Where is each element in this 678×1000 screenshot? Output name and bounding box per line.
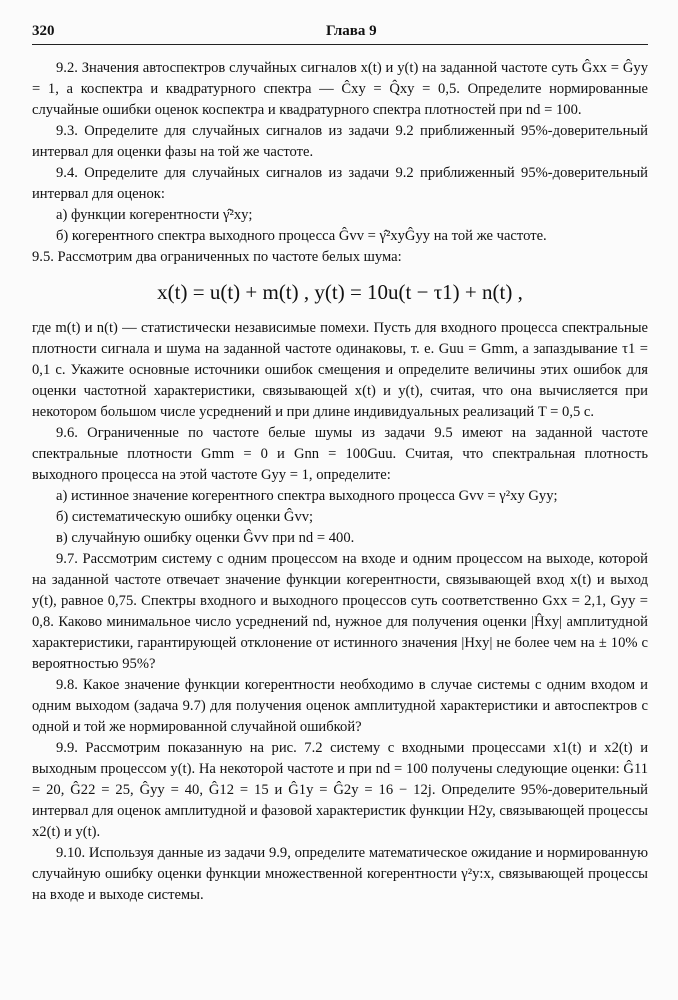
page-body: [32, 58, 648, 906]
paragraph-p9-4b: б) когерентного спектра выходного процесса Ĝvv = γ̂²xyĜyy на той же частоте.: [56, 228, 547, 244]
paragraph-p9-9: 9.9. Рассмотрим показанную на рис. 7.2 систему с входными процессами x1(t) и x2(t) и выходным процессом y(t). На некоторой частоте и при nd = 100 получены следующие оценки: Ĝ11 = 20, Ĝ22 = 25, Ĝyy = 40, Ĝ12 = 15 и Ĝ1y = Ĝ2y = 16 − 12j. Определите 95%-доверительный интервал для оценок амплитудной и фазовой характеристик функции H2y, связывающей процессы x2(t) и y(t).: [32, 740, 648, 840]
paragraph-p9-4a: а) функции когерентности γ̂²xy;: [56, 207, 253, 223]
paragraph-p9-2: 9.2. Значения автоспектров случайных сигналов x(t) и y(t) на заданной частоте суть Ĝxx = Ĝyy = 1, а коспектра и квадратурного спектра — Ĉxy = Q̂xy = 0,5. Определите нормированные случайные ошибки оценок коспектра и квадратурного спектра плотностей при nd = 100.: [32, 60, 648, 118]
paragraph-p9-4: 9.4. Определите для случайных сигналов из задачи 9.2 приближенный 95%-доверительный интервал для оценок:: [32, 165, 648, 202]
paragraph-p9-10: 9.10. Используя данные из задачи 9.9, определите математическое ожидание и нормированную случайную ошибку оценки функции множественной когерентности γ²y:x, связывающей процессы на входе и выходе системы.: [32, 845, 648, 903]
paragraph-p9-5: 9.5. Рассмотрим два ограниченных по частоте белых шума:: [32, 249, 402, 265]
paragraph-p9-3: 9.3. Определите для случайных сигналов из задачи 9.2 приближенный 95%-доверительный интервал для оценки фазы на той же частоте.: [32, 123, 648, 160]
paragraph-p9-5b: где m(t) и n(t) — статистически независимые помехи. Пусть для входного процесса спектральные плотности сигнала и шума на заданной частоте одинаковы, т. е. Guu = Gmm, а запаздывание τ1 = 0,1 с. Укажите основные источники ошибок смещения и определите величины этих ошибок для оценки частотной характеристики, связывающей x(t) и y(t), считая, что она вычисляется при некотором большом числе усреднений и при длине индивидуальных реализаций T = 0,5 с.: [32, 320, 648, 420]
chapter-title: Глава 9: [326, 23, 377, 39]
paragraph-p9-8: 9.8. Какое значение функции когерентности необходимо в случае системы с одним входом и одним выходом (задача 9.7) для получения оценок амплитудной характеристики и автоспектров с одной и той же нормированной случайной ошибкой?: [32, 677, 648, 735]
page-header: [32, 20, 648, 45]
paragraph-p9-6: 9.6. Ограниченные по частоте белые шумы из задачи 9.5 имеют на заданной частоте спектральные плотности Gmm = 0 и Gnn = 100Guu. Считая, что спектральная плотность выходного процесса на этой частоте Gyy = 1, определите:: [32, 425, 648, 483]
paragraph-p9-6b: б) систематическую ошибку оценки Ĝvv;: [56, 509, 314, 525]
paragraph-p9-6c: в) случайную ошибку оценки Ĝvv при nd = 400.: [56, 530, 355, 546]
page-number: 320: [32, 23, 55, 39]
paragraph-p9-6a: а) истинное значение когерентного спектра выходного процесса Gvv = γ²xy Gyy;: [56, 488, 558, 504]
formula: x(t) = u(t) + m(t) , y(t) = 10u(t − τ1) + n(t) ,: [157, 280, 523, 304]
paragraph-p9-7: 9.7. Рассмотрим систему с одним процессом на входе и одним процессом на выходе, которой на заданной частоте отвечает значение функции когерентности, связывающей вход x(t) и выход y(t), равное 0,75. Спектры входного и выходного процессов суть соответственно Gxx = 2,1, Gyy = 0,8. Каково минимальное число усреднений nd, нужное для получения оценки |Ĥxy| амплитудной характеристики, гарантирующей отклонение от истинного значения |Hxy| не более чем на ± 10% с вероятностью 95%?: [32, 551, 648, 672]
